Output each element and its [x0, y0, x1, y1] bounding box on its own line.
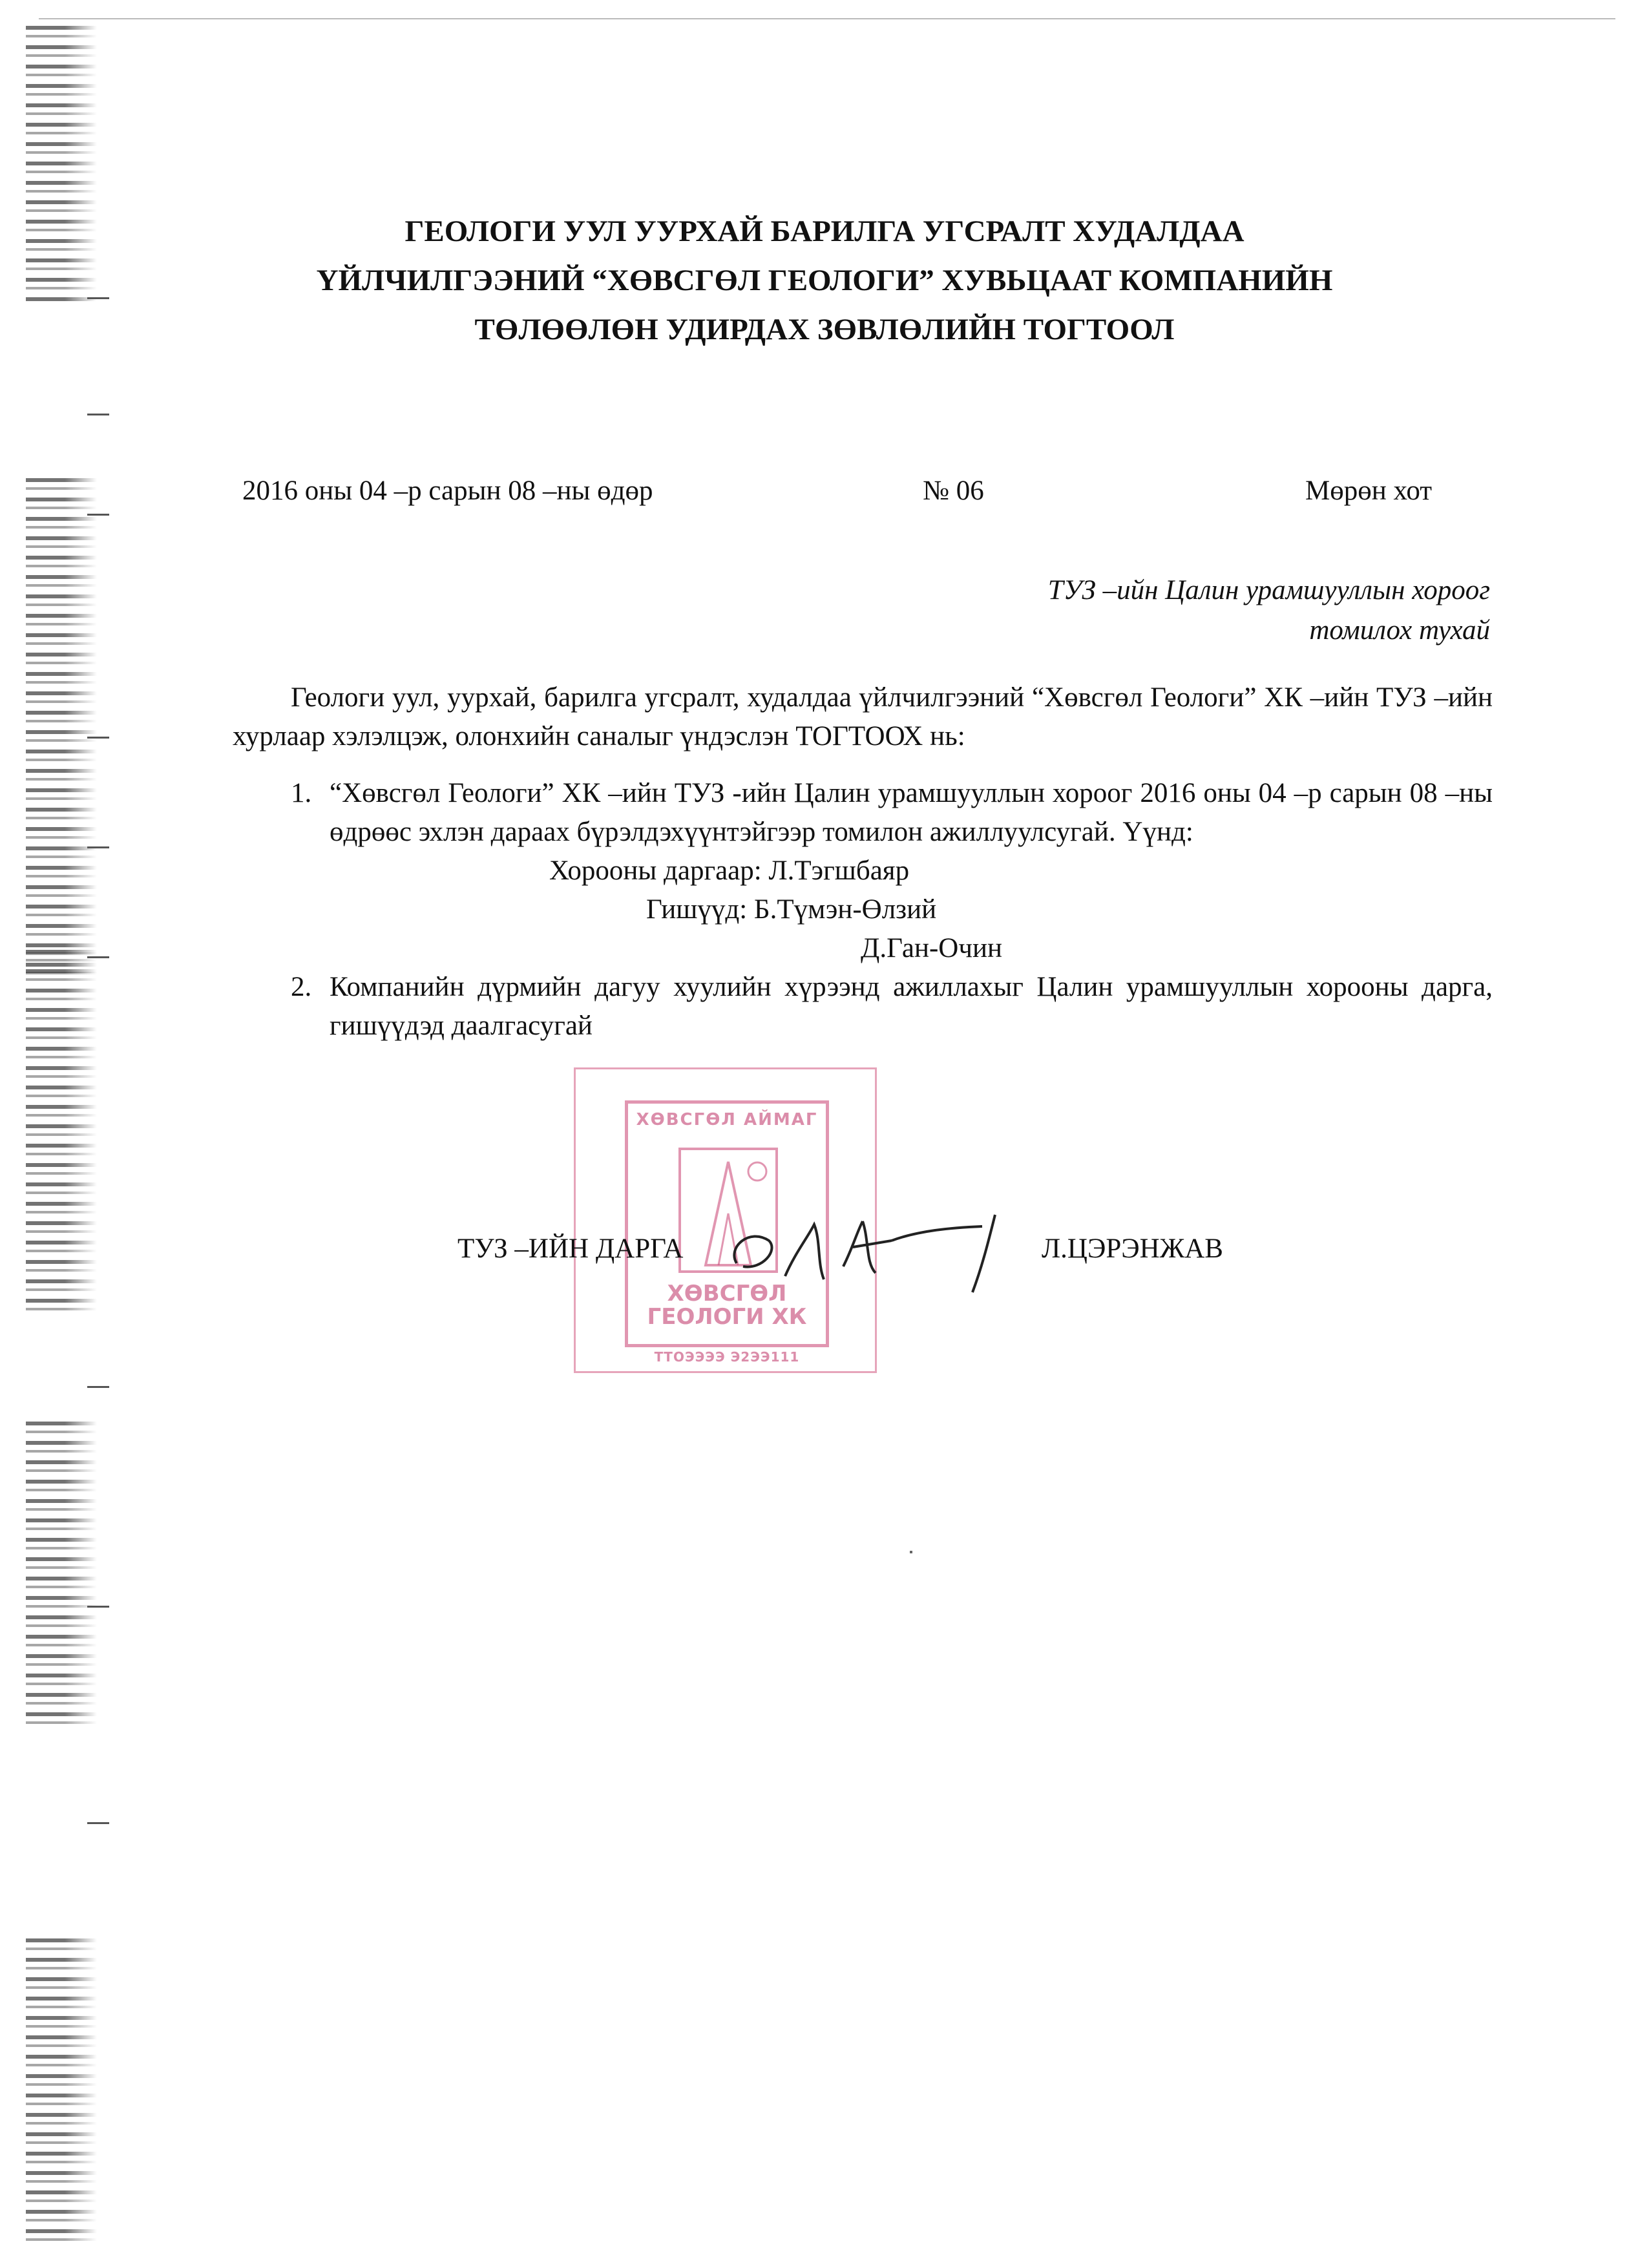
margin-tick — [87, 846, 109, 848]
committee-member-2: Д.Ган-Очин — [861, 933, 1002, 963]
stamp-top-text: ХӨВСГӨЛ АЙМАГ — [636, 1110, 818, 1129]
item-text: Компанийн дүрмийн дагуу хуулийн хүрээнд ажиллахыг Цалин урамшууллын хорооны дарга, гишүүдэд даалгасугай — [330, 972, 1493, 1041]
list-item — [233, 774, 1493, 968]
subject-line-1: ТУЗ –ийн Цалин урамшууллын хороог — [1047, 575, 1490, 605]
scan-artifact — [26, 1938, 97, 2249]
item-number: 2. — [291, 972, 312, 1002]
committee-chair: Хорооны даргаар: Л.Тэгшбаяр — [549, 856, 910, 886]
list-item — [233, 968, 1493, 1045]
margin-tick — [87, 414, 109, 415]
document-place: Мөрөн хот — [1305, 476, 1433, 506]
stamp-name-line-1: ХӨВСГӨЛ — [667, 1281, 787, 1307]
scan-artifact — [26, 1422, 97, 1732]
scan-artifact — [26, 478, 97, 982]
signatory-name: Л.ЦЭРЭНЖАВ — [1042, 1234, 1223, 1264]
margin-tick — [87, 1606, 109, 1608]
stamp-name-line-2: ГЕОЛОГИ ХК — [647, 1304, 807, 1330]
scan-speck — [910, 1551, 912, 1553]
stamp-code: ТТОЭЭЭЭ Э2ЭЭ111 — [654, 1349, 800, 1365]
document-title — [0, 207, 1649, 354]
margin-tick — [87, 956, 109, 958]
margin-tick — [87, 514, 109, 516]
signatory-title: ТУЗ –ИЙН ДАРГА — [457, 1234, 684, 1264]
title-line-2: ҮЙЛЧИЛГЭЭНИЙ “ХӨВСГӨЛ ГЕОЛОГИ” ХУВЬЦААТ КОМПАНИЙН — [316, 264, 1333, 297]
scan-artifact — [26, 950, 97, 1312]
resolution-list — [233, 774, 1493, 1045]
document-subject — [1048, 571, 1490, 651]
subject-line-2: томилох тухай — [1309, 615, 1490, 646]
margin-tick — [87, 737, 109, 739]
committee-members: Гишүүд: Б.Түмэн-Өлзий — [646, 894, 937, 925]
margin-tick — [87, 1822, 109, 1824]
title-line-3: ТӨЛӨӨЛӨН УДИРДАХ ЗӨВЛӨЛИЙН ТОГТООЛ — [474, 313, 1175, 346]
margin-tick — [87, 1386, 109, 1388]
intro-paragraph: Геологи уул, уурхай, барилга угсралт, худалдаа үйлчилгээний “Хөвсгөл Геологи” ХК –ийн ТУЗ –ийн хурлаар хэлэлцэж, олонхийн саналыг үндэслэн ТОГТООХ нь: — [233, 682, 1493, 751]
item-text: “Хөвсгөл Геологи” ХК –ийн ТУЗ -ийн Цалин урамшууллын хороог 2016 оны 04 –р сарын 08 –ны өдрөөс эхлэн дараах бүрэлдэхүүнтэйгээр томилон ажиллуулсугай. Үүнд: — [330, 778, 1493, 847]
scan-edge-line — [39, 18, 1615, 19]
handwritten-signature — [724, 1202, 1021, 1299]
title-line-1: ГЕОЛОГИ УУЛ УУРХАЙ БАРИЛГА УГСРАЛТ ХУДАЛДАА — [404, 215, 1245, 248]
item-number: 1. — [291, 778, 312, 808]
document-number: № 06 — [923, 476, 984, 506]
document-date: 2016 оны 04 –р сарын 08 –ны өдөр — [242, 476, 653, 506]
